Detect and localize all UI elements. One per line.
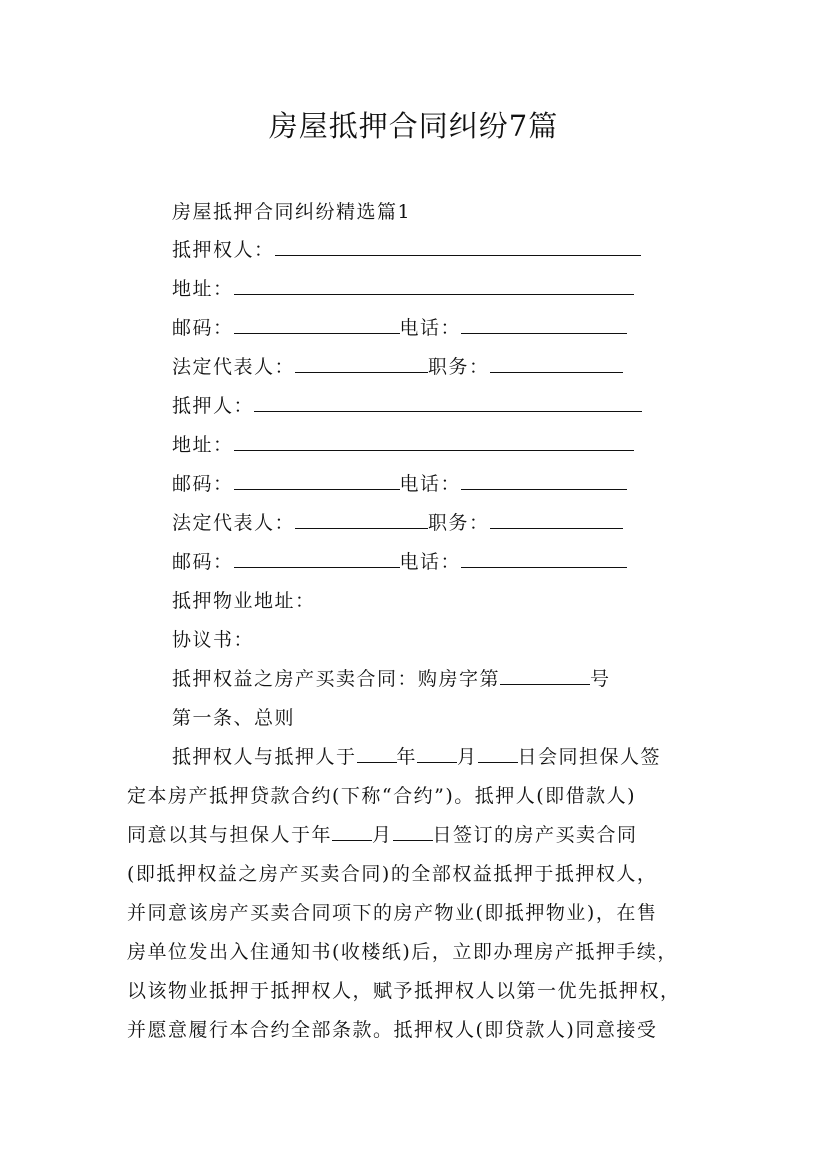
mortgagee-contact-row — [172, 316, 627, 340]
day-blank[interactable] — [393, 823, 433, 841]
extra-contact-row — [172, 550, 627, 574]
mortgagor-legal-rep-blank[interactable] — [295, 511, 428, 529]
month-blank[interactable] — [332, 823, 372, 841]
mortgagor-phone-blank[interactable] — [461, 472, 627, 490]
purchase-contract-suffix: 号 — [590, 668, 611, 690]
mortgagor-legal-rep-label: 法定代表人： — [172, 512, 296, 534]
mortgagee-postcode-blank[interactable] — [234, 316, 400, 334]
mortgagor-blank[interactable] — [254, 394, 642, 412]
body-text: 抵押权人与抵押人于 — [172, 746, 357, 768]
mortgagee-postcode-label: 邮码： — [172, 317, 234, 339]
mortgagor-label: 抵押人： — [172, 395, 255, 417]
body-text: 日签订的房产买卖合同 — [432, 824, 638, 846]
mortgagee-phone-blank[interactable] — [461, 316, 627, 334]
mortgagee-blank[interactable] — [275, 238, 641, 256]
year-blank[interactable] — [357, 745, 397, 763]
mortgagee-label: 抵押权人： — [172, 239, 275, 261]
body-line-8: 并愿意履行本合约全部条款。抵押权人(即贷款人)同意接受 — [127, 1019, 658, 1041]
mortgagee-address-blank[interactable] — [234, 277, 634, 295]
section-heading: 房屋抵押合同纠纷精选篇1 — [172, 201, 412, 223]
mortgagor-position-label: 职务： — [428, 512, 490, 534]
mortgagee-legal-rep-blank[interactable] — [295, 355, 428, 373]
mortgagee-position-label: 职务： — [428, 356, 490, 378]
mortgagor-postcode-blank[interactable] — [234, 472, 400, 490]
mortgagor-position-blank[interactable] — [490, 511, 623, 529]
mortgagee-row — [172, 238, 641, 262]
mortgagee-phone-label: 电话： — [399, 317, 462, 339]
mortgagor-legal-row — [172, 511, 623, 535]
extra-phone-blank[interactable] — [461, 550, 627, 568]
extra-postcode-label: 邮码： — [172, 551, 234, 573]
property-address-label: 抵押物业地址： — [172, 590, 316, 612]
body-text: 月 — [372, 824, 393, 846]
body-line-1 — [172, 745, 661, 769]
body-text: 同意以其与担保人于年 — [127, 824, 333, 846]
purchase-contract-row — [172, 667, 611, 691]
purchase-contract-number-blank[interactable] — [500, 667, 590, 685]
mortgagor-contact-row — [172, 472, 627, 496]
month-blank[interactable] — [417, 745, 457, 763]
purchase-contract-prefix: 抵押权益之房产买卖合同：购房字第 — [172, 668, 501, 690]
mortgagee-address-label: 地址： — [172, 278, 234, 300]
body-line-7: 以该物业抵押于抵押权人，赋予抵押权人以第一优先抵押权， — [127, 980, 681, 1002]
body-text: 月 — [457, 746, 478, 768]
mortgagor-address-label: 地址： — [172, 434, 234, 456]
body-line-4: (即抵押权益之房产买卖合同)的全部权益抵押于抵押权人， — [127, 863, 658, 885]
body-text: 日会同担保人签 — [517, 746, 662, 768]
mortgagee-legal-row — [172, 355, 623, 379]
mortgagor-postcode-label: 邮码： — [172, 473, 234, 495]
mortgagor-phone-label: 电话： — [399, 473, 462, 495]
day-blank[interactable] — [478, 745, 518, 763]
mortgagor-row — [172, 394, 642, 418]
mortgagee-position-blank[interactable] — [490, 355, 623, 373]
body-line-6: 房单位发出入住通知书(收楼纸)后，立即办理房产抵押手续， — [127, 941, 678, 963]
agreement-label: 协议书： — [172, 629, 255, 651]
mortgagee-legal-rep-label: 法定代表人： — [172, 356, 296, 378]
body-line-2: 定本房产抵押贷款合约(下称“合约”)。抵押人(即借款人) — [127, 785, 637, 807]
body-text: 年 — [396, 746, 418, 768]
extra-phone-label: 电话： — [399, 551, 462, 573]
article-one-heading: 第一条、总则 — [172, 707, 296, 729]
mortgagee-address-row — [172, 277, 634, 301]
body-line-5: 并同意该房产买卖合同项下的房产物业(即抵押物业)，在售 — [127, 902, 658, 924]
extra-postcode-blank[interactable] — [234, 550, 400, 568]
document-title: 房屋抵押合同纠纷7篇 — [268, 109, 559, 143]
mortgagor-address-blank[interactable] — [234, 433, 634, 451]
mortgagor-address-row — [172, 433, 634, 457]
body-line-3 — [127, 823, 638, 847]
